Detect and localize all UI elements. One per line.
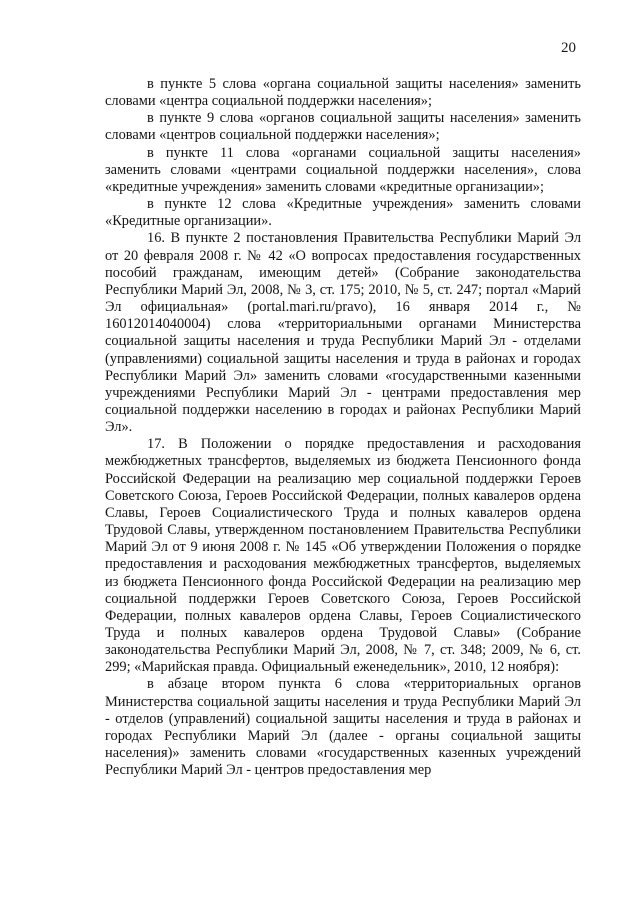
paragraph-item-12: в пункте 12 слова «Кредитные учреждения» заменить словами «Кредитные организации».	[105, 196, 581, 230]
paragraph-item-11: в пункте 11 слова «органами социальной защиты населения» заменить словами «центрами социальной поддержки населения», слова «кредитные учреждения» заменить словами «кредитные организации»;	[105, 144, 581, 195]
paragraph-abzac-6: в абзаце втором пункта 6 слова «территориальных органов Министерства социальной защиты населения и труда Республики Марий Эл - отделов (управлений) социальной защиты населения и труда в районах и городах Республики Марий Эл (далее - органы социальной защиты населения)» заменить словами «государственных казенных учреждений Республики Марий Эл - центров предоставления мер	[105, 676, 581, 779]
paragraph-section-17: 17. В Положении о порядке предоставления и расходования межбюджетных трансфертов, выделяемых из бюджета Пенсионного фонда Российской Федерации на реализацию мер социальной поддержки Героев Советского Союза, Героев Российской Федерации, полных кавалеров ордена Славы, Героев Социалистического Труда и полных кавалеров ордена Трудовой Славы, утвержденном постановлением Правительства Республики Марий Эл от 9 июня 2008 г. № 145 «Об утверждении Положения о порядке предоставления и расходования межбюджетных трансфертов, выделяемых из бюджета Пенсионного фонда Российской Федерации на реализацию мер социальной поддержки Героев Советского Союза, Героев Российской Федерации, полных кавалеров ордена Славы, Героев Социалистического Труда и полных кавалеров ордена Трудовой Славы» (Собрание законодательства Республики Марий Эл, 2008, № 7, ст. 348; 2009, № 6, ст. 299; «Марийская правда. Официальный еженедельник», 2010, 12 ноября):	[105, 436, 581, 676]
paragraph-item-9: в пункте 9 слова «органов социальной защиты населения» заменить словами «центров социальной поддержки населения»;	[105, 110, 581, 144]
page-number: 20	[561, 40, 576, 56]
paragraph-section-16: 16. В пункте 2 постановления Правительства Республики Марий Эл от 20 февраля 2008 г. № 42 «О вопросах предоставления государственных пособий гражданам, имеющим детей» (Собрание законодательства Республики Марий Эл, 2008, № 3, ст. 175; 2010, № 5, ст. 247; портал «Марий Эл официальная» (portal.mari.ru/pravo), 16 января 2014 г., № 16012014040004) слова «территориальными органами Министерства социальной защиты населения и труда Республики Марий Эл - отделами (управлениями) социальной защиты населения и труда в районах и городах Республики Марий Эл» заменить словами «государственными казенными учреждениями Республики Марий Эл - центрами предоставления мер социальной поддержки населению в городах и районах Республики Марий Эл».	[105, 230, 581, 436]
paragraph-item-5: в пункте 5 слова «органа социальной защиты населения» заменить словами «центра социальной поддержки населения»;	[105, 76, 581, 110]
document-body	[105, 76, 581, 779]
